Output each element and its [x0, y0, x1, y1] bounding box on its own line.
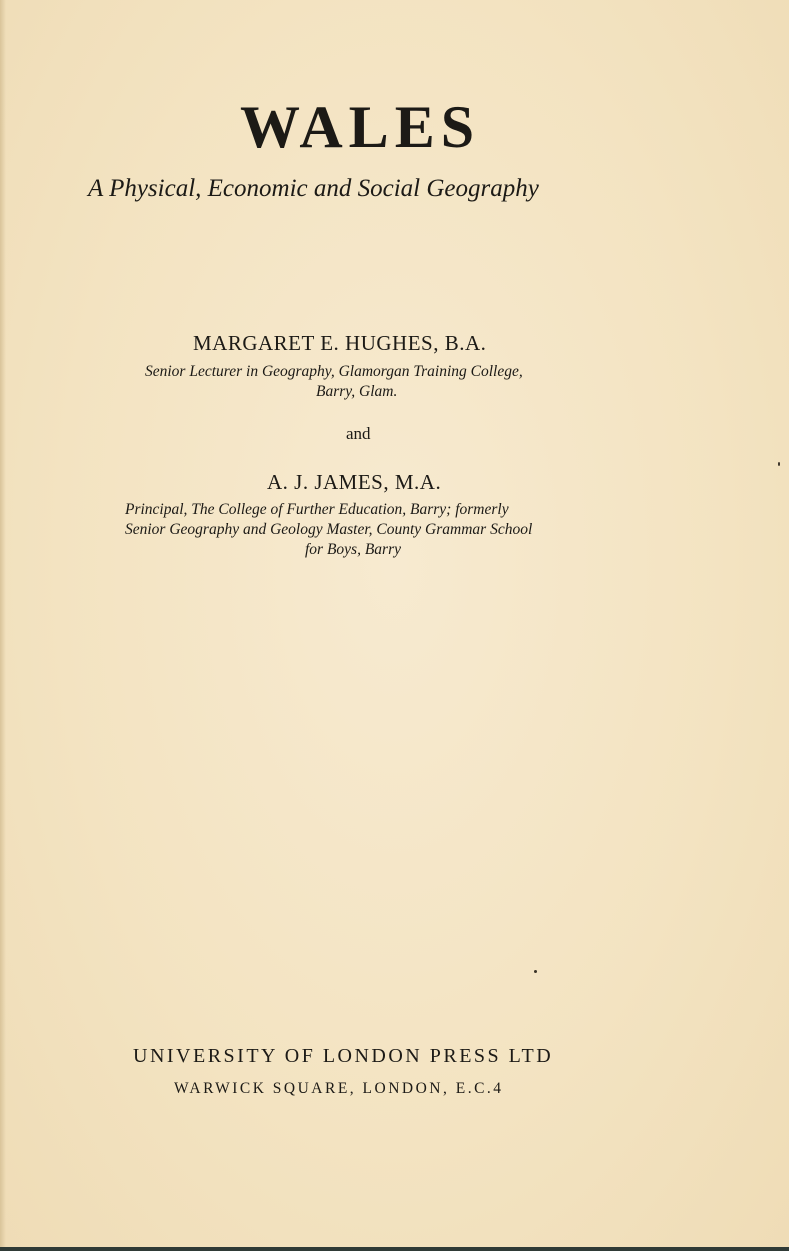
paper-speck — [534, 970, 537, 973]
book-subtitle: A Physical, Economic and Social Geography — [88, 175, 539, 202]
author-2-role-line-3: for Boys, Barry — [305, 541, 402, 558]
author-2-role-line-2: Senior Geography and Geology Master, County Grammar School — [125, 521, 533, 538]
author-2-role-line-1: Principal, The College of Further Education, Barry; formerly — [125, 501, 509, 518]
page-edge-shadow — [0, 0, 6, 1251]
author-1-role-line-2: Barry, Glam. — [316, 383, 398, 400]
book-title: WALES — [240, 94, 481, 160]
publisher-address: WARWICK SQUARE, LONDON, E.C.4 — [174, 1080, 504, 1097]
paper-speck — [778, 462, 780, 466]
page-bottom-edge — [0, 1247, 789, 1251]
author-1-role-line-1: Senior Lecturer in Geography, Glamorgan Training College, — [145, 363, 523, 380]
author-1-name: MARGARET E. HUGHES, B.A. — [193, 331, 487, 355]
publisher-name: UNIVERSITY OF LONDON PRESS LTD — [133, 1045, 554, 1067]
author-2-name: A. J. JAMES, M.A. — [267, 470, 442, 494]
and-conjunction: and — [346, 424, 371, 443]
